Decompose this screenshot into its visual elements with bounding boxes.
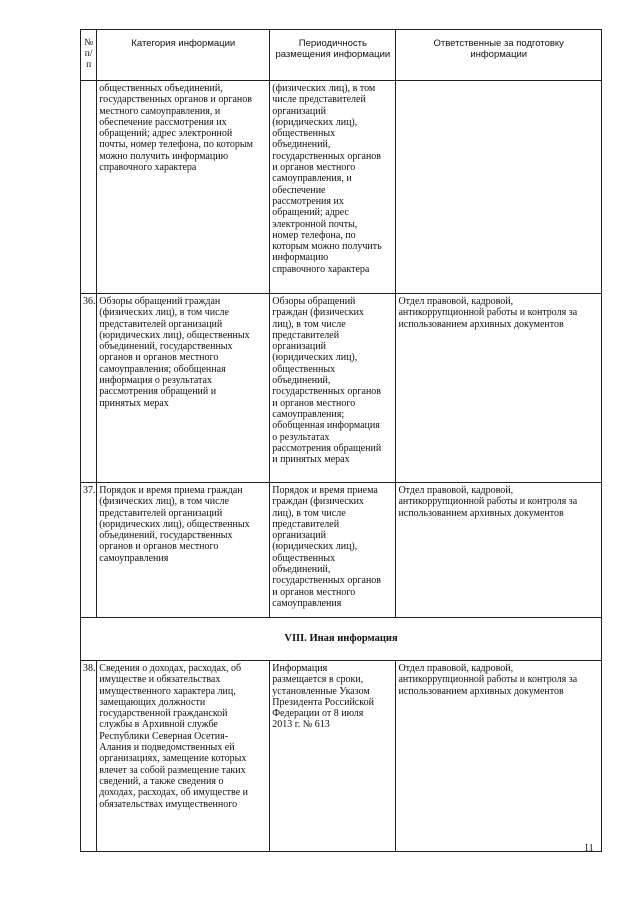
page-number: 11	[584, 843, 594, 854]
table-row	[81, 81, 602, 294]
row-category: Сведения о доходах, расходах, об имуществе и обязательствах имущественного характера лиц, замещающих должности государственной гражданской службы в Архивной службе Республики Северная Осетия- Алания и подведомственных ей организациях, замещение которых влечет за собой размещение таких сведений, а также сведения о доходах, расходах, об имуществе и обязательствах имущественного	[97, 661, 270, 852]
header-periodicity: Периодичность размещения информации	[270, 30, 396, 81]
row-periodicity: Информация размещается в сроки, установленные Указом Президента Российской Федерации от 8 июля 2013 г. № 613	[270, 661, 396, 852]
section-title: VIII. Иная информация	[81, 618, 602, 661]
row-number: 38.	[81, 661, 97, 852]
table-row	[81, 661, 602, 852]
table-header-row	[81, 30, 602, 81]
information-table	[80, 29, 602, 852]
header-responsible: Ответственные за подготовку информации	[396, 30, 602, 81]
table-row	[81, 483, 602, 618]
row-periodicity: Обзоры обращений граждан (физических лиц), в том числе представителей организаций (юридических лиц), общественных объединений, государственных органов и органов местного самоуправления; обобщенная информация о результатах рассмотрения обращений и принятых мерах	[270, 294, 396, 483]
header-number: № п/п	[81, 30, 97, 81]
header-category: Категория информации	[97, 30, 270, 81]
row-responsible: Отдел правовой, кадровой, антикоррупционной работы и контроля за использованием архивных документов	[396, 294, 602, 483]
row-periodicity: Порядок и время приема граждан (физических лиц), в том числе представителей организаций (юридических лиц), общественных объединений, государственных органов и органов местного самоуправления	[270, 483, 396, 618]
row-periodicity: (физических лиц), в том числе представителей организаций (юридических лиц), общественных объединений, государственных органов и органов местного самоуправления, и обеспечение рассмотрения их обращений; адрес электронной почты, номер телефона, по которым можно получить информацию справочного характера	[270, 81, 396, 294]
row-responsible	[396, 81, 602, 294]
row-category: общественных объединений, государственных органов и органов местного самоуправления, и обеспечение рассмотрения их обращений; адрес электронной почты, номер телефона, по которым можно получить информацию справочного характера	[97, 81, 270, 294]
row-number	[81, 81, 97, 294]
row-number: 37.	[81, 483, 97, 618]
row-number: 36.	[81, 294, 97, 483]
row-responsible: Отдел правовой, кадровой, антикоррупционной работы и контроля за использованием архивных документов	[396, 483, 602, 618]
row-category: Обзоры обращений граждан (физических лиц), в том числе представителей организаций (юридических лиц), общественных объединений, государственных органов и органов местного самоуправления; обобщенная информация о результатах рассмотрения обращений и принятых мерах	[97, 294, 270, 483]
table-row	[81, 294, 602, 483]
row-category: Порядок и время приема граждан (физических лиц), в том числе представителей организаций (юридических лиц), общественных объединений, государственных органов и органов местного самоуправления	[97, 483, 270, 618]
row-responsible: Отдел правовой, кадровой, антикоррупционной работы и контроля за использованием архивных документов	[396, 661, 602, 852]
section-header-row	[81, 618, 602, 661]
